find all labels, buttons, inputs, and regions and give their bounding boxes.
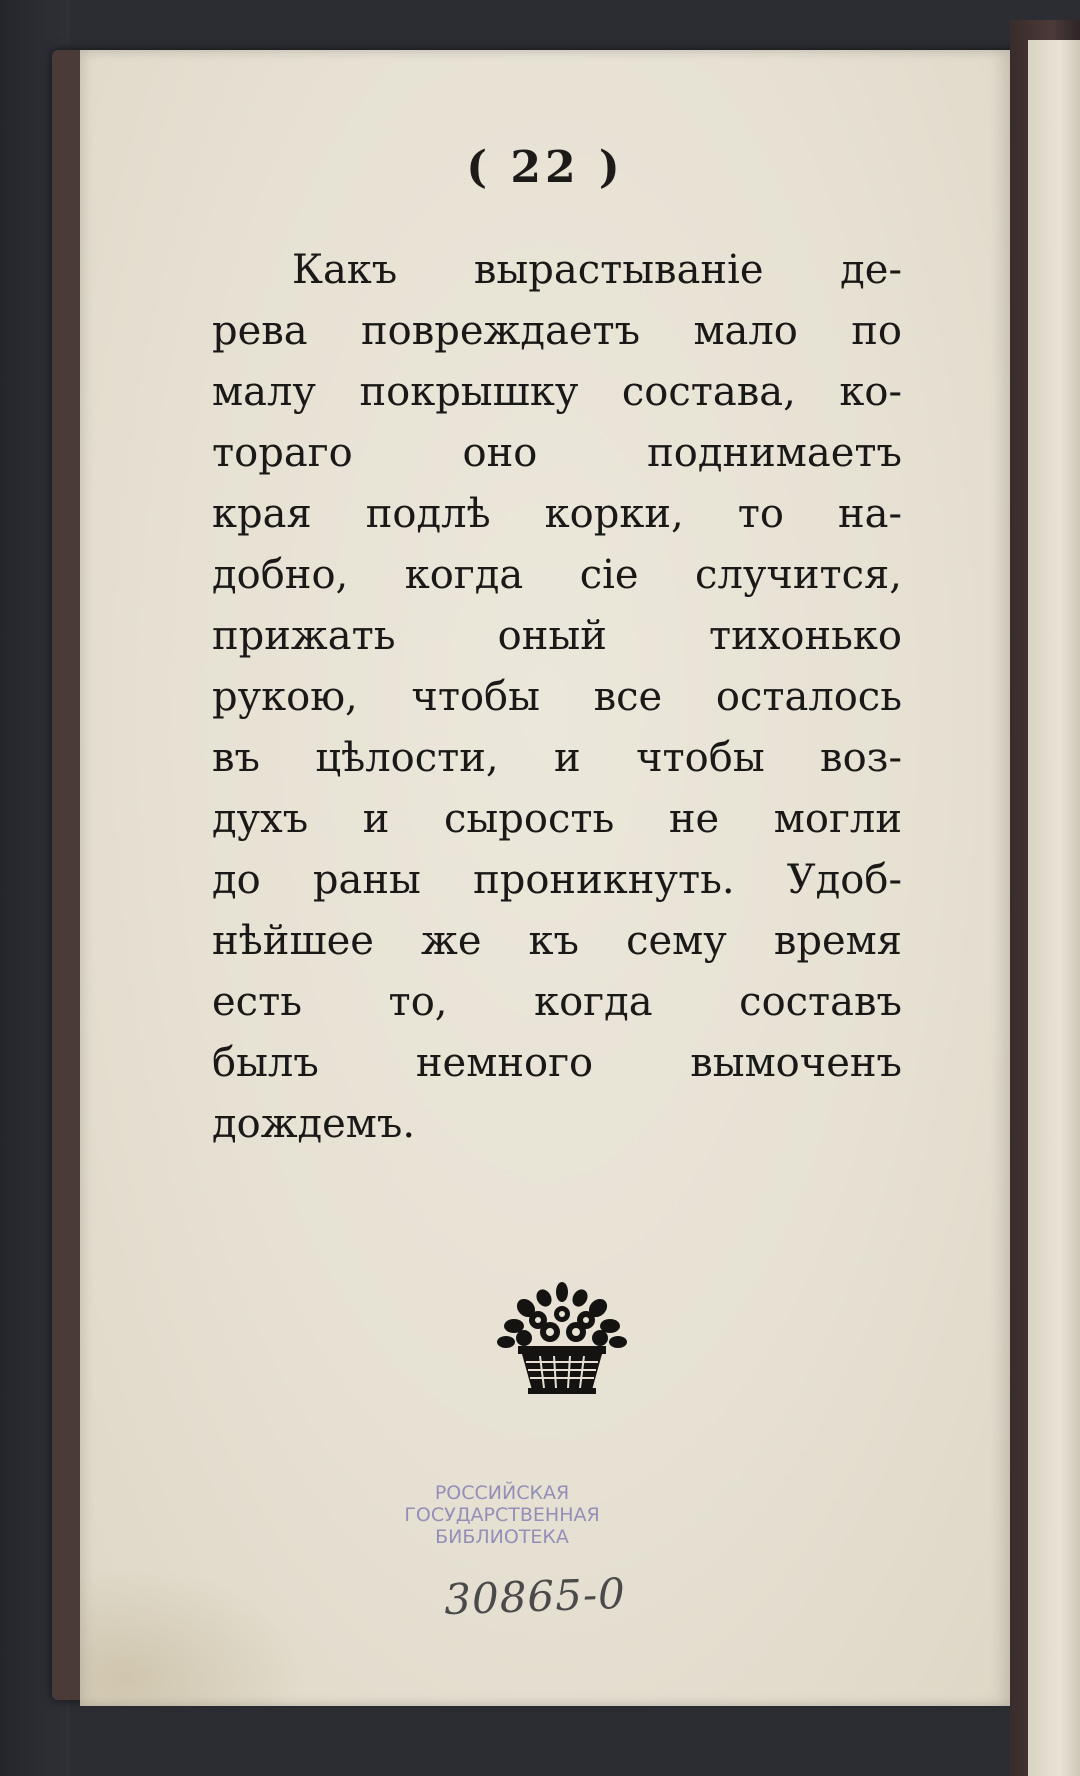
text-line: дождемъ. <box>212 1101 416 1147</box>
text-line: былъ немного вымоченъ <box>212 1040 902 1086</box>
page-number: ( 22 ) <box>466 142 624 193</box>
text-line: рукою, чтобы все осталось <box>212 674 902 720</box>
stamp-line: ГОСУДАРСТВЕННАЯ <box>404 1504 600 1526</box>
text-line: прижать оный тихонько <box>212 613 902 659</box>
page-stain <box>80 1566 310 1706</box>
flower-basket-icon <box>492 1280 632 1404</box>
text-line: рева повреждаетъ мало по <box>212 308 902 354</box>
text-line: добно, когда сіе случится, <box>212 552 902 598</box>
text-line: нѣйшее же къ сему время <box>212 918 902 964</box>
text-line: есть то, когда составъ <box>212 979 902 1025</box>
text-line: въ цѣлости, и чтобы воз- <box>212 735 902 781</box>
stamp-line: РОССИЙСКАЯ <box>434 1482 570 1504</box>
library-stamp <box>372 1482 632 1548</box>
text-line: Какъ вырастываніе де- <box>292 247 902 293</box>
shelf-mark: 30865-0 <box>443 1568 627 1625</box>
text-line: до раны проникнуть. Удоб- <box>212 857 902 903</box>
stamp-line: БИБЛИОТЕКА <box>435 1526 569 1548</box>
body-paragraph <box>212 240 902 1155</box>
text-line: края подлѣ корки, то на- <box>212 491 902 537</box>
adjacent-page-edge <box>1028 40 1080 1776</box>
book-page <box>80 50 1010 1706</box>
text-line: тораго оно поднимаетъ <box>212 430 902 476</box>
text-line: духъ и сырость не могли <box>212 796 902 842</box>
text-line: малу покрышку состава, ко- <box>212 369 902 415</box>
